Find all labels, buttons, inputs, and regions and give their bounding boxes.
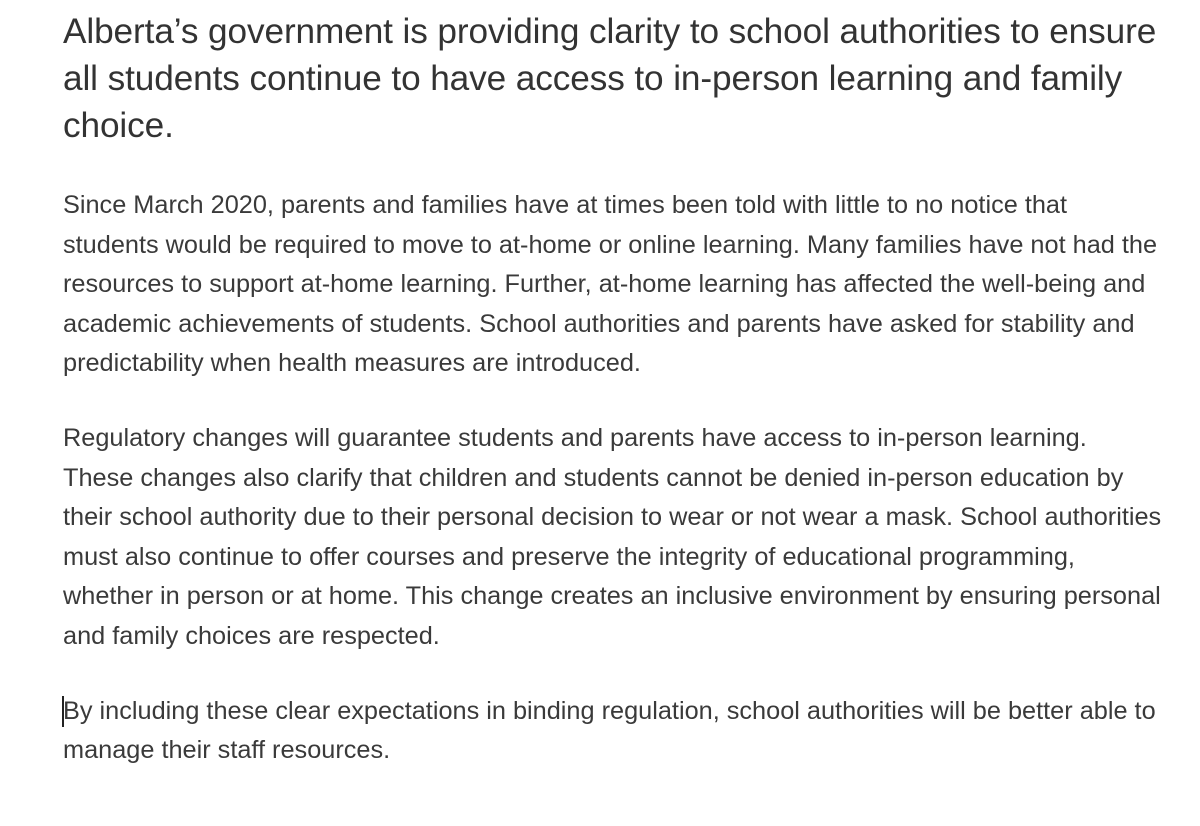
document-body (63, 8, 1163, 771)
paragraph-3-container[interactable] (63, 692, 1163, 771)
paragraph-3[interactable]: By including these clear expectations in binding regulation, school authorities will be better able to manage their staff resources. (63, 696, 1156, 765)
document-headline: Alberta’s government is providing clarity to school authorities to ensure all students continue to have access to in-person learning and family choice. (63, 12, 1157, 145)
text-cursor (62, 696, 64, 727)
paragraph-2: Regulatory changes will guarantee students and parents have access to in-person learning. These changes also clarify that children and students cannot be denied in-person education by their school authority due to their personal decision to wear or not wear a mask. School authorities must also continue to offer courses and preserve the integrity of educational programming, whether in person or at home. This change creates an inclusive environment by ensuring personal and family choices are respected. (63, 423, 1162, 650)
paragraph-1: Since March 2020, parents and families have at times been told with little to no notice that students would be required to move to at-home or online learning. Many families have not had the resources to support at-home learning. Further, at-home learning has affected the well-being and academic achievements of students. School authorities and parents have asked for stability and predictability when health measures are introduced. (63, 191, 1158, 378)
